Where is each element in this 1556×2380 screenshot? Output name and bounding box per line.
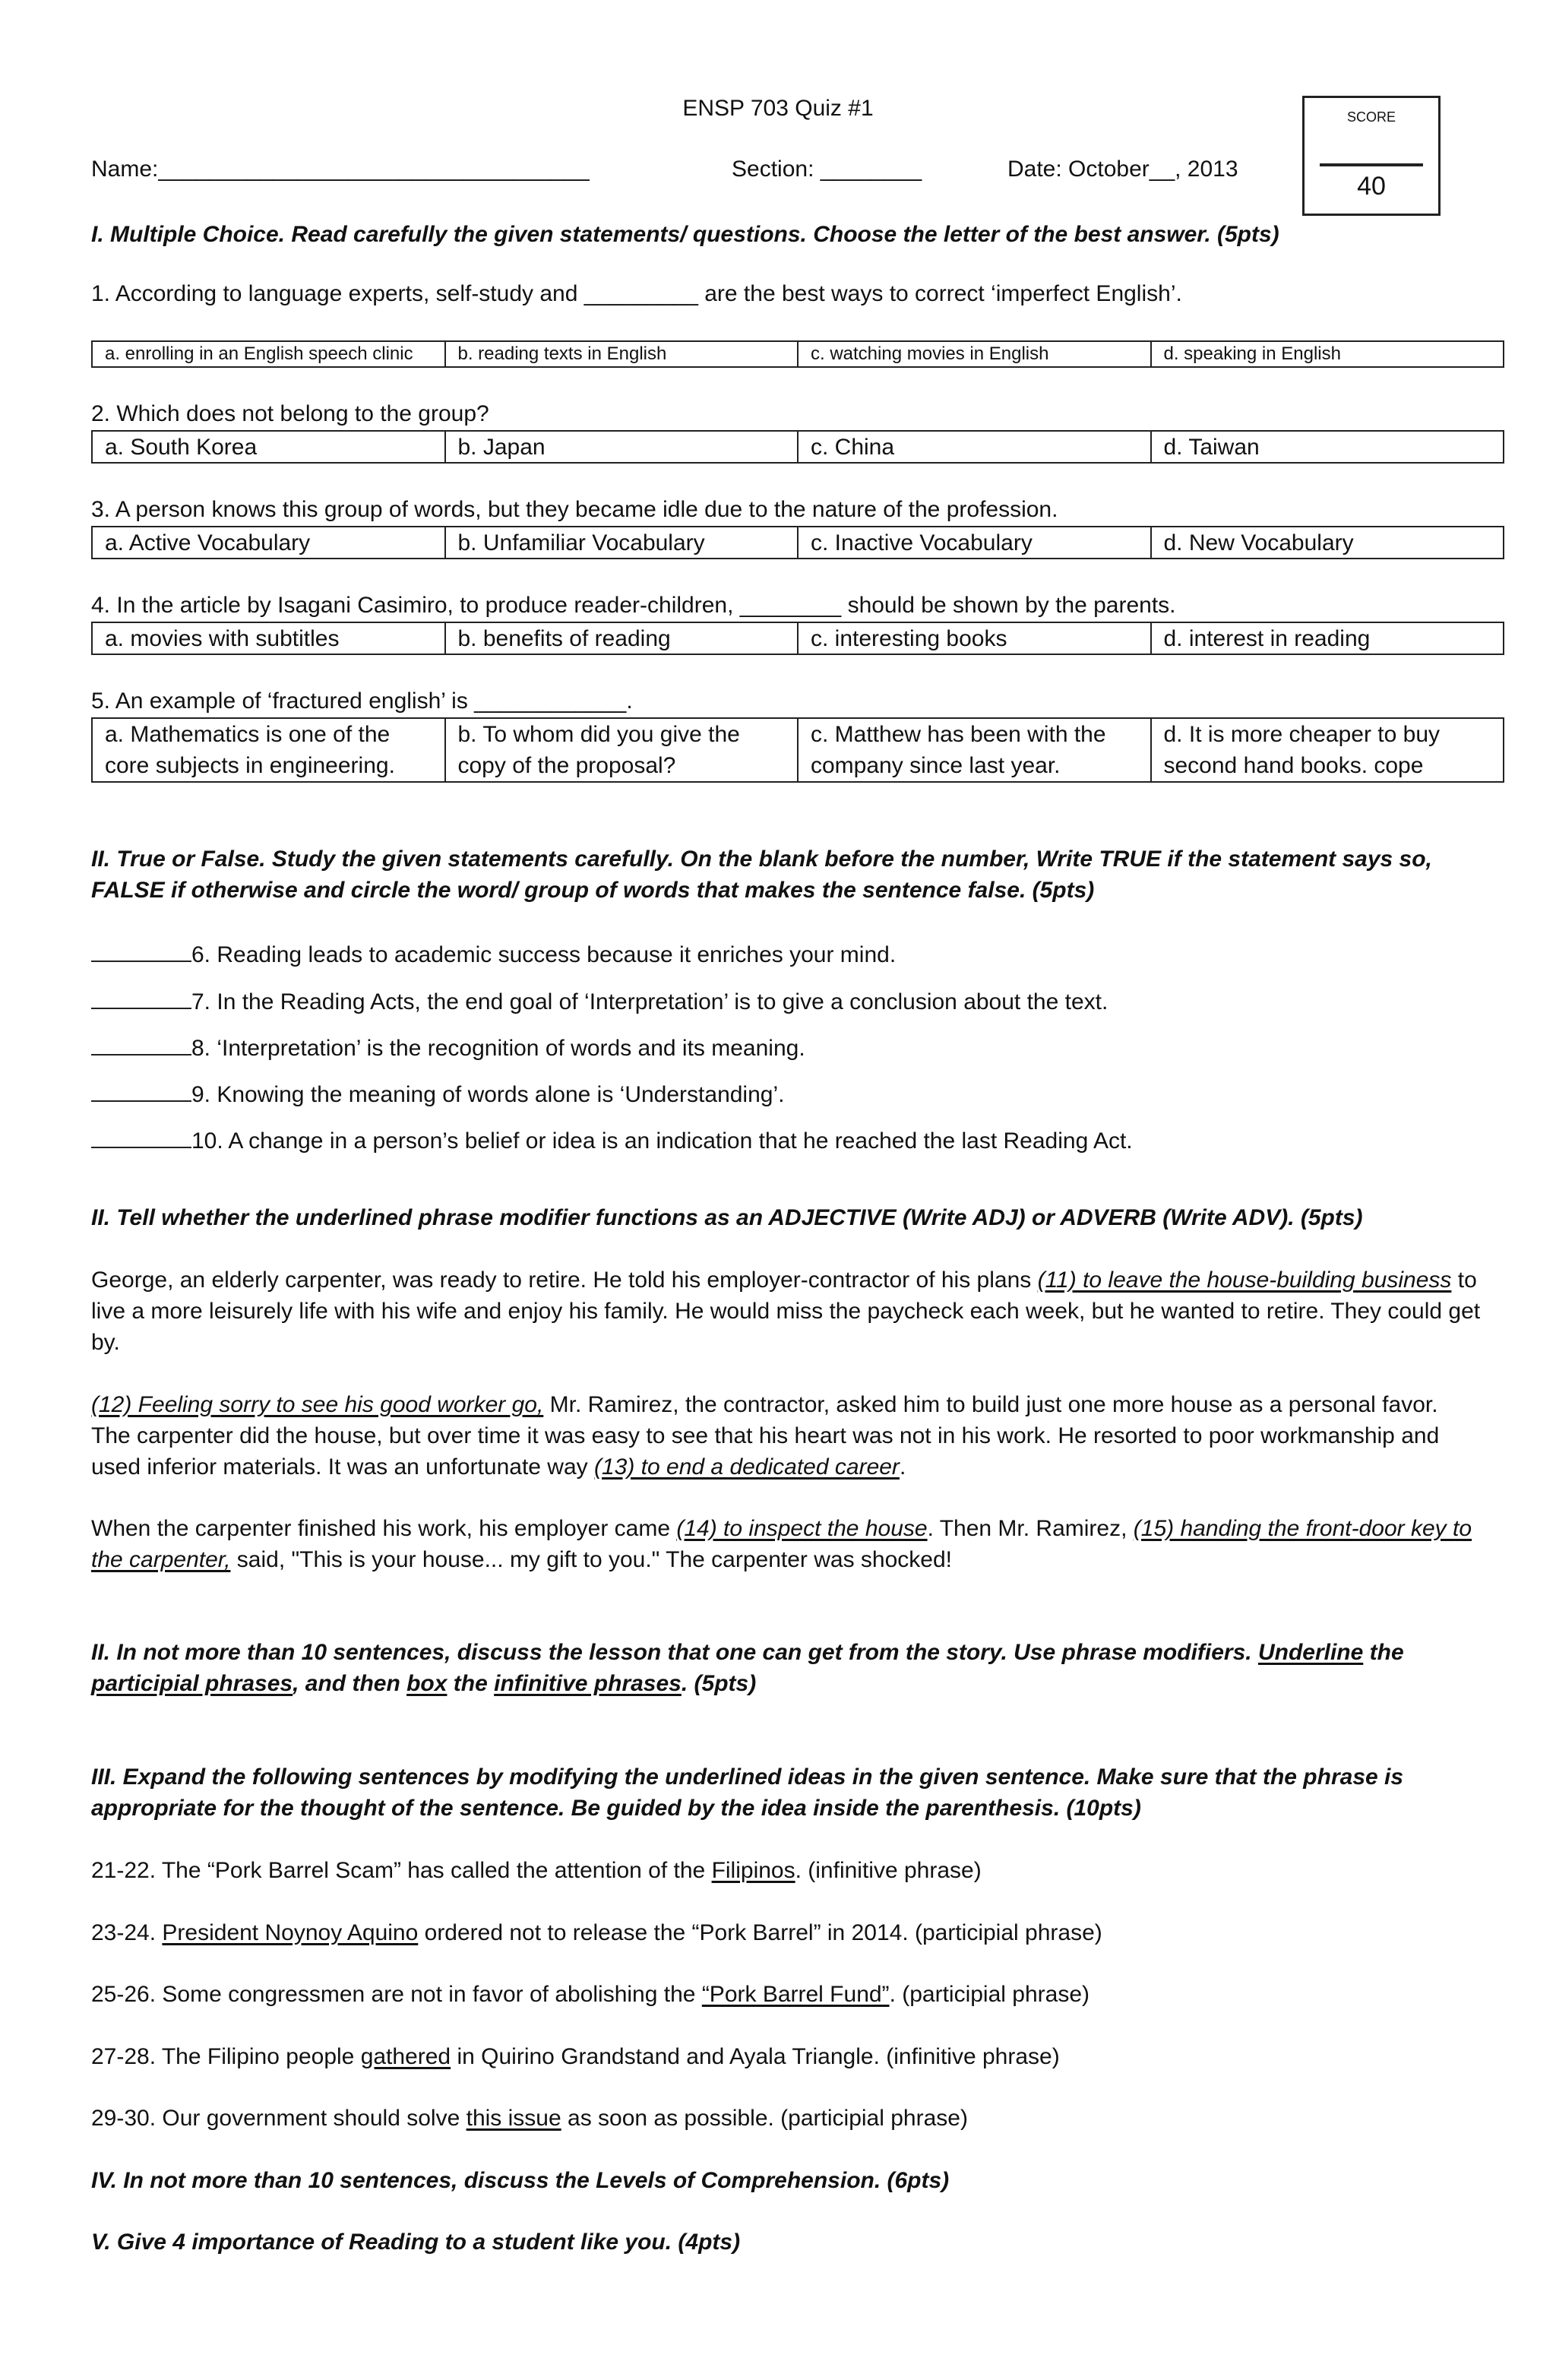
- q2-option-d[interactable]: d. Taiwan: [1150, 432, 1504, 462]
- name-field[interactable]: Name:__________________________________: [91, 157, 590, 182]
- tf-blank-9[interactable]: [91, 1078, 191, 1102]
- question-1-options: [91, 340, 1504, 368]
- tf-item-10: 10. A change in a person’s belief or idea is an indication that he reached the last Reading Act.: [91, 1124, 1133, 1157]
- quiz-title: ENSP 703 Quiz #1: [682, 96, 874, 121]
- question-2: 2. Which does not belong to the group?: [91, 401, 489, 426]
- q1-option-c[interactable]: c. watching movies in English: [797, 342, 1150, 366]
- q5-option-c[interactable]: c. Matthew has been with the company since last year.: [797, 719, 1150, 781]
- q2-option-b[interactable]: b. Japan: [444, 432, 798, 462]
- question-3: 3. A person knows this group of words, but they became idle due to the nature of the profession.: [91, 497, 1058, 522]
- part3-heading: II. Tell whether the underlined phrase modifier functions as an ADJECTIVE (Write ADJ) or ADVERB (Write ADV). (5pts): [91, 1205, 1363, 1230]
- q2-option-a[interactable]: a. South Korea: [105, 435, 258, 460]
- date-field[interactable]: Date: October__, 2013: [1007, 157, 1238, 182]
- expand-item-21-22: 21-22. The “Pork Barrel Scam” has called the attention of the Filipinos. (infinitive phrase): [91, 1858, 982, 1883]
- tf-blank-6[interactable]: [91, 938, 191, 962]
- tf-item-6: 6. Reading leads to academic success because it enriches your mind.: [91, 938, 896, 970]
- score-divider: [1320, 163, 1423, 166]
- expand-item-23-24: 23-24. President Noynoy Aquino ordered not to release the “Pork Barrel” in 2014. (participial phrase): [91, 1920, 1102, 1945]
- q3-option-d[interactable]: d. New Vocabulary: [1150, 527, 1504, 558]
- story-paragraph-3: When the carpenter finished his work, his employer came (14) to inspect the house. Then Mr. Ramirez, (15) handing the front-door key to the carpenter, said, "This is your house... my gift to you." The carpenter was shocked!: [91, 1516, 1472, 1572]
- expand-item-25-26: 25-26. Some congressmen are not in favor of abolishing the “Pork Barrel Fund”. (participial phrase): [91, 1982, 1090, 2007]
- q3-option-a[interactable]: a. Active Vocabulary: [105, 530, 311, 555]
- section-field[interactable]: Section: ________: [732, 157, 922, 182]
- score-value: 40: [1357, 172, 1386, 201]
- expand-item-29-30: 29-30. Our government should solve this issue as soon as possible. (participial phrase): [91, 2106, 968, 2131]
- q4-option-b[interactable]: b. benefits of reading: [444, 623, 798, 654]
- part5-heading: III. Expand the following sentences by modifying the underlined ideas in the given sentence. Make sure that the phrase is appropriate for the thought of the sentence. Be guided by the idea inside the parenthesis. (10pts): [91, 1764, 1404, 1821]
- score-box: [1302, 96, 1441, 216]
- q2-option-c[interactable]: c. China: [797, 432, 1150, 462]
- part4-heading: II. In not more than 10 sentences, discuss the lesson that one can get from the story. Use phrase modifiers. Underline the participial phrases, and then box the infinitive phrases. (5pts): [91, 1640, 1404, 1696]
- story-paragraph-1: George, an elderly carpenter, was ready to retire. He told his employer-contractor of his plans (11) to leave the house-building business to live a more leisurely life with his wife and enjoy his family. He would miss the paycheck each week, but he wanted to retire. They could get by.: [91, 1268, 1481, 1355]
- q1-option-a[interactable]: a. enrolling in an English speech clinic: [105, 343, 413, 364]
- part2-heading: II. True or False. Study the given statements carefully. On the blank before the number, Write TRUE if the statement says so, FALSE if otherwise and circle the word/ group of words that makes the sentence false. (5pts): [91, 847, 1432, 903]
- tf-item-9: 9. Knowing the meaning of words alone is ‘Understanding’.: [91, 1078, 784, 1110]
- tf-blank-10[interactable]: [91, 1124, 191, 1148]
- tf-blank-7[interactable]: [91, 985, 191, 1009]
- q3-option-b[interactable]: b. Unfamiliar Vocabulary: [444, 527, 798, 558]
- phrase-14: (14) to inspect the house: [676, 1516, 928, 1541]
- score-label: SCORE: [1346, 109, 1396, 125]
- part1-heading: I. Multiple Choice. Read carefully the given statements/ questions. Choose the letter of the best answer. (5pts): [91, 222, 1279, 247]
- question-5: 5. An example of ‘fractured english’ is ____________.: [91, 688, 633, 714]
- question-4-options: [91, 622, 1504, 655]
- q4-option-c[interactable]: c. interesting books: [797, 623, 1150, 654]
- tf-item-8: 8. ‘Interpretation’ is the recognition of words and its meaning.: [91, 1031, 805, 1064]
- story-paragraph-2: (12) Feeling sorry to see his good worker go, Mr. Ramirez, the contractor, asked him to build just one more house as a personal favor. The carpenter did the house, but over time it was easy to see that his heart was not in his work. He resorted to poor workmanship and used inferior materials. It was an unfortunate way (13) to end a dedicated career.: [91, 1392, 1440, 1480]
- phrase-11: (11) to leave the house-building business: [1037, 1268, 1452, 1293]
- q5-option-a[interactable]: a. Mathematics is one of the core subjects in engineering.: [105, 722, 395, 778]
- question-2-options: [91, 430, 1504, 464]
- part7-heading: V. Give 4 importance of Reading to a student like you. (4pts): [91, 2230, 741, 2255]
- q3-option-c[interactable]: c. Inactive Vocabulary: [797, 527, 1150, 558]
- tf-item-7: 7. In the Reading Acts, the end goal of ‘Interpretation’ is to give a conclusion about the text.: [91, 985, 1108, 1018]
- phrase-15: (15) handing the front-door key to the carpenter,: [91, 1516, 1472, 1572]
- q5-option-b[interactable]: b. To whom did you give the copy of the proposal?: [444, 719, 798, 781]
- part6-heading: IV. In not more than 10 sentences, discuss the Levels of Comprehension. (6pts): [91, 2168, 950, 2193]
- tf-blank-8[interactable]: [91, 1031, 191, 1055]
- question-5-options: [91, 717, 1504, 783]
- q1-option-d[interactable]: d. speaking in English: [1150, 342, 1504, 366]
- q5-option-d[interactable]: d. It is more cheaper to buy second hand books. cope: [1150, 719, 1504, 781]
- q1-option-b[interactable]: b. reading texts in English: [444, 342, 798, 366]
- q4-option-a[interactable]: a. movies with subtitles: [105, 626, 340, 651]
- question-3-options: [91, 526, 1504, 559]
- expand-item-27-28: 27-28. The Filipino people gathered in Quirino Grandstand and Ayala Triangle. (infinitive phrase): [91, 2044, 1060, 2069]
- question-1: 1. According to language experts, self-study and _________ are the best ways to correct ‘imperfect English’.: [91, 281, 1182, 306]
- question-4: 4. In the article by Isagani Casimiro, to produce reader-children, ________ should be shown by the parents.: [91, 593, 1176, 618]
- q4-option-d[interactable]: d. interest in reading: [1150, 623, 1504, 654]
- phrase-13: (13) to end a dedicated career: [594, 1454, 900, 1480]
- phrase-12: (12) Feeling sorry to see his good worker go,: [91, 1392, 544, 1417]
